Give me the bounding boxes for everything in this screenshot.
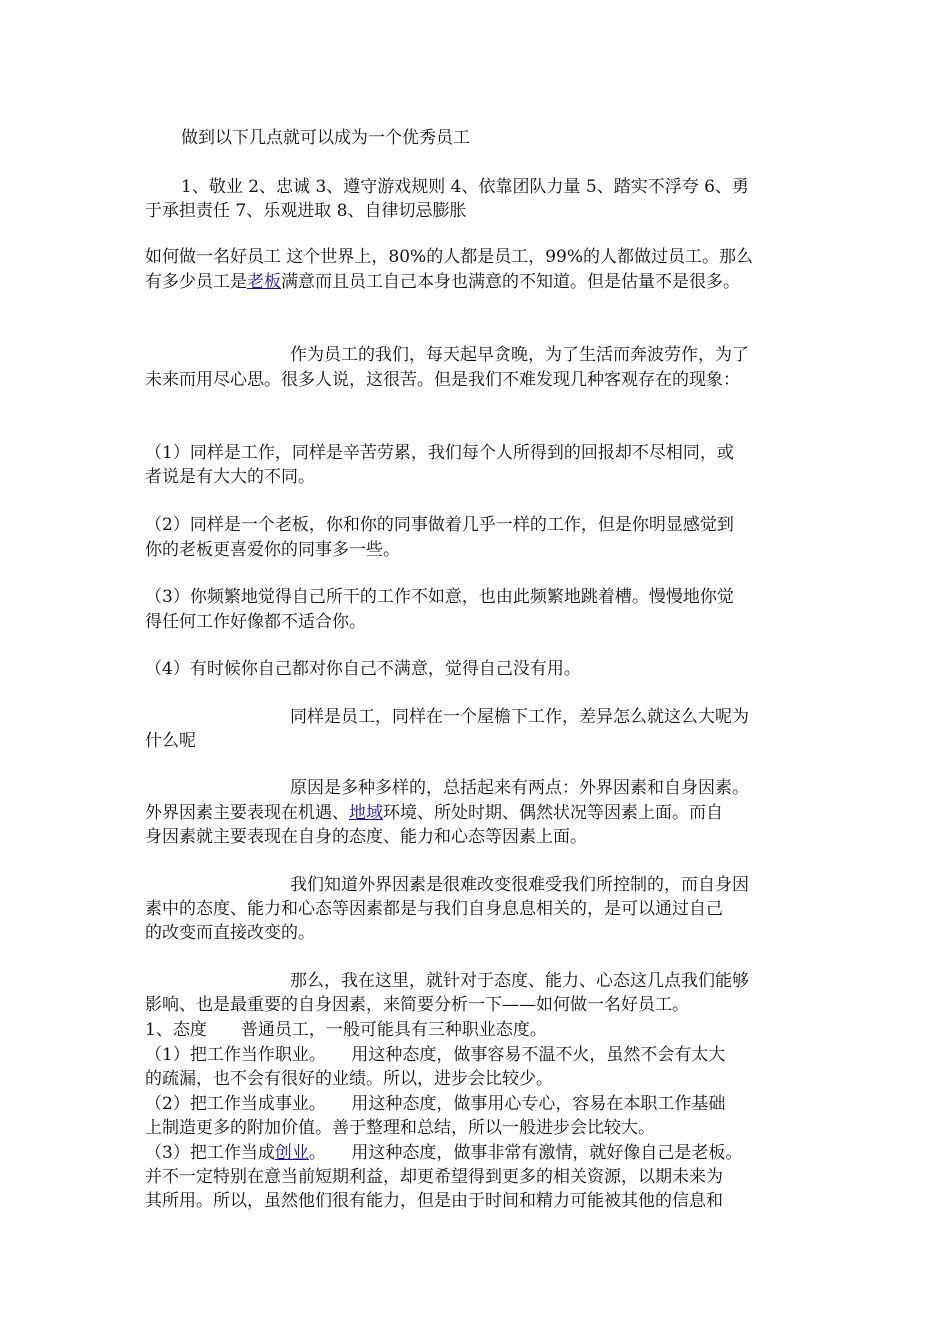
analysis-line-2: 影响、也是最重要的自身因素，来简要分析一下——如何做一名好员工。 <box>145 995 689 1015</box>
attitude-3-text-after: 。 用这种态度，做事非常有激情，就好像自己是老板。 <box>308 1143 743 1163</box>
phenomenon-2-line-1: （2）同样是一个老板，你和你的同事做着几乎一样的工作，但是你明显感觉到 <box>145 515 734 535</box>
attitude-2-line-1: （2）把工作当成事业。 用这种态度，做事用心专心，容易在本职工作基础 <box>145 1094 726 1114</box>
intro-text-before: 有多少员工是 <box>145 272 247 292</box>
region-link[interactable]: 地域 <box>349 803 383 823</box>
reason-line-2 <box>145 801 723 825</box>
phenomenon-3-line-2: 得任何工作好像都不适合你。 <box>145 612 366 632</box>
know-line-1: 我们知道外界因素是很难改变很难受我们所控制的，而自身因 <box>290 875 749 895</box>
startup-link[interactable]: 创业 <box>274 1143 309 1163</box>
attitude-3-line-3: 其所用。所以，虽然他们很有能力，但是由于时间和精力可能被其他的信息和 <box>145 1191 723 1211</box>
reason-text-after: 环境、所处时期、偶然状况等因素上面。而自 <box>383 803 723 823</box>
work-para-line-1: 作为员工的我们，每天起早贪晚，为了生活而奔波劳作，为了 <box>290 345 749 365</box>
boss-link[interactable]: 老板 <box>247 272 281 292</box>
attitude-2-line-2: 上制造更多的附加价值。善于整理和总结，所以一般进步会比较大。 <box>145 1118 655 1138</box>
phenomenon-3-line-1: （3）你频繁地觉得自己所干的工作不如意，也由此频繁地跳着槽。慢慢地你觉 <box>145 587 734 607</box>
intro-line-2 <box>145 270 740 294</box>
document-title: 做到以下几点就可以成为一个优秀员工 <box>181 128 470 148</box>
reason-line-1: 原因是多种多样的，总括起来有两点：外界因素和自身因素。 <box>290 778 749 798</box>
phenomenon-4-line-1: （4）有时候你自己都对你自己不满意，觉得自己没有用。 <box>145 659 581 679</box>
attitude-3-text-before: （3）把工作当成 <box>145 1143 275 1163</box>
phenomenon-1-line-1: （1）同样是工作，同样是辛苦劳累，我们每个人所得到的回报却不尽相同，或 <box>145 443 734 463</box>
reason-line-3: 身因素就主要表现在自身的态度、能力和心态等因素上面。 <box>145 827 587 847</box>
question-line-1: 同样是员工，同样在一个屋檐下工作，差异怎么就这么大呢为 <box>290 707 749 727</box>
intro-text-after: 满意而且员工自己本身也满意的不知道。但是估量不是很多。 <box>281 272 740 292</box>
qualities-line-1: 1、敬业 2、忠诚 3、遵守游戏规则 4、依靠团队力量 5、踏实不浮夸 6、勇 <box>181 177 749 197</box>
phenomenon-2-line-2: 你的老板更喜爱你的同事多一些。 <box>145 540 400 560</box>
work-para-line-2: 未来而用尽心思。很多人说，这很苦。但是我们不难发现几种客观存在的现象： <box>145 370 740 390</box>
attitude-3-line-2: 并不一定特别在意当前短期利益，却更希望得到更多的相关资源，以期未来为 <box>145 1167 723 1187</box>
analysis-line-1: 那么，我在这里，就针对于态度、能力、心态这几点我们能够 <box>290 971 749 991</box>
attitude-1-line-2: 的疏漏，也不会有很好的业绩。所以，进步会比较少。 <box>145 1069 553 1089</box>
phenomenon-1-line-2: 者说是有大大的不同。 <box>145 467 315 487</box>
reason-text-before: 外界因素主要表现在机遇、 <box>145 803 349 823</box>
know-line-3: 的改变而直接改变的。 <box>145 923 315 943</box>
attitude-1-line-1: （1）把工作当作职业。 用这种态度，做事容易不温不火，虽然不会有太大 <box>145 1045 726 1065</box>
qualities-line-2: 于承担责任 7、乐观进取 8、自律切忌膨胀 <box>145 201 467 221</box>
intro-line-1: 如何做一名好员工 这个世界上，80%的人都是员工，99%的人都做过员工。那么 <box>145 247 753 267</box>
know-line-2: 素中的态度、能力和心态等因素都是与我们自身息息相关的，是可以通过自己 <box>145 899 723 919</box>
question-line-2: 什么呢 <box>145 731 196 751</box>
attitude-heading: 1、态度 普通员工，一般可能具有三种职业态度。 <box>145 1020 547 1040</box>
attitude-3-line-1 <box>145 1141 742 1165</box>
